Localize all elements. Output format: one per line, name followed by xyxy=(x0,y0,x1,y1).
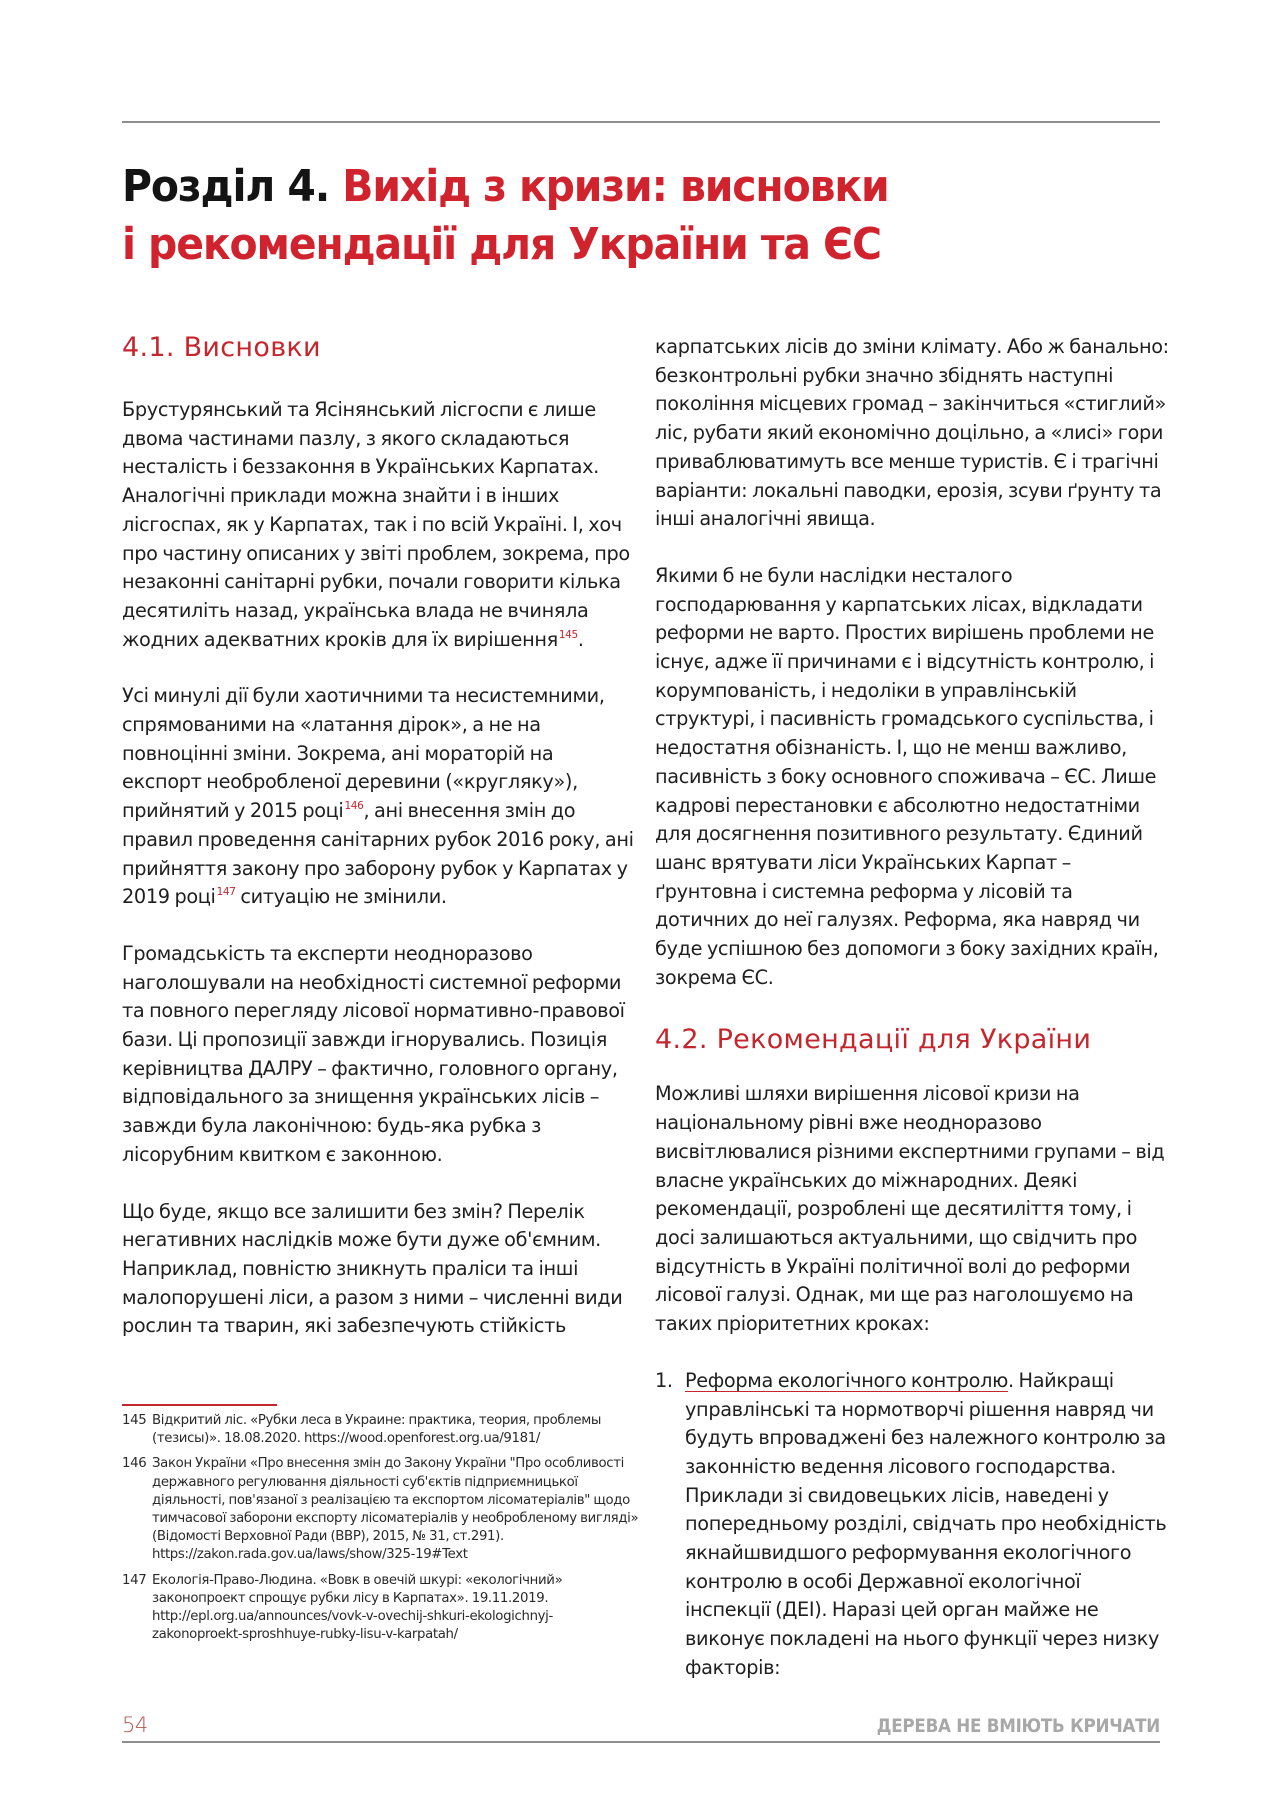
section-heading-recommendations: 4.2. Рекомендації для України xyxy=(655,1024,1092,1056)
paragraph-text: , ані внесення змін до правил проведення санітарних рубок 2016 року, ані прийняття закону про заборону рубок у Карпатах у 2019 році xyxy=(122,799,634,909)
footnote-text: Відкритий ліс. «Рубки леса в Украине: практика, теория, проблемы (тезисы)». 18.08.2020. https://wood.openforest.org.ua/9181/ xyxy=(152,1413,602,1447)
paragraph: Якими б не були наслідки несталого господарювання у карпатських лісах, відкладати реформи не варто. Простих вирішень проблеми не існує, адже її причинами є і відсутність контролю, і корумпованість, і недоліки в управлінській структурі, і пасивність громадського суспільства, і недостатня обізнаність. І, що не менш важливо, пасивність з боку основного споживача – ЄС. Лише кадрові перестановки є абсолютно недостатніми для досягнення позитивного результату. Єдиний шанс врятувати ліси Українських Карпат – ґрунтовна і системна реформа у лісовій та дотичних до неї галузях. Реформа, яка навряд чи буде успішною без допомоги з боку західних країн, зокрема ЄС. xyxy=(655,563,1159,989)
paragraph-text: Брустурянський та Ясінянський лісгоспи є лише двома частинами пазлу, з якого складаються несталість і беззаконня в Українських Карпатах. Аналогічні приклади можна знайти і в інших лісгоспах, як у Карпатах, так і по всій Україні. І, хоч про частину описаних у звіті проблем, зокрема, про незаконні санітарні рубки, почали говорити кілька десятиліть назад, українська влада не вчиняла жодних адекватних кроків для їх вирішення xyxy=(122,398,630,651)
footnote-text: Екологія-Право-Людина. «Вовк в овечій шкурі: «екологічний» законопроект спрощує рубки лісу в Карпатах». 19.11.2019. http://epl.org.ua/announces/vovk-v-ovechij-shkuri-ekologichnyj-zakonoproekt-sproshhuye-rubky-lisu-v-karpatah/ xyxy=(152,1572,563,1643)
chapter-prefix: Розділ 4. xyxy=(122,161,330,212)
paragraph-text: ситуацію не змінили. xyxy=(235,885,447,909)
paragraph xyxy=(122,396,637,654)
top-rule xyxy=(122,121,1160,123)
chapter-title xyxy=(122,158,1089,274)
chapter-title-line1: Вихід з кризи: висновки xyxy=(342,161,889,212)
footnote-147 xyxy=(122,1572,642,1645)
footnote-divider xyxy=(122,1404,277,1406)
chapter-title-line2: і рекомендації для України та ЄС xyxy=(122,219,881,270)
paragraph-intro: Можливі шляхи вирішення лісової кризи на національному рівні вже неодноразово висвітлювалися різними експертними групами – від власне українських до міжнародних. Деякі рекомендації, розроблені ще десятиліття тому, і досі залишаються актуальними, що свідчить про відсутність в Україні політичної волі до реформи лісової галузі. Однак, ми ще раз наголошуємо на таких пріоритетних кроках: xyxy=(655,1082,1165,1336)
page-footer xyxy=(122,1713,1160,1743)
footnote-ref-146[interactable]: 146 xyxy=(344,800,364,813)
list-item-body xyxy=(685,1367,1170,1683)
footnotes xyxy=(122,1412,642,1651)
footnote-145 xyxy=(122,1412,642,1448)
list-item xyxy=(655,1367,1170,1683)
bottom-rule xyxy=(122,1741,1160,1743)
footnote-ref-145[interactable]: 145 xyxy=(558,628,578,641)
running-title: ДЕРЕВА НЕ ВМІЮТЬ КРИЧАТИ xyxy=(876,1715,1160,1737)
recommendations-list xyxy=(655,1367,1170,1683)
paragraph-text: Усі минулі дії були хаотичними та несистемними, спрямованими на «латання дірок», а не на повноцінні зміни. Зокрема, ані мораторій на експорт необробленої деревини («кругляку»), прийнятий у 2015 році xyxy=(122,684,605,823)
list-number: 1. xyxy=(655,1368,673,1392)
footnote-146 xyxy=(122,1455,642,1564)
footnote-text: Закон України «Про внесення змін до Закону України "Про особливості державного регулювання діяльності суб'єктів підприємницької діяльності, пов'язаної з реалізацією та експортом лісоматеріалів" щодо тимчасової заборони експорту лісоматеріалів у необробленому вигляді» (Відомості Верховної Ради (ВВР), 2015, № 31, ст.291). https://zakon.rada.gov.ua/laws/show/325-19#Text xyxy=(152,1456,639,1563)
footnote-number: 146 xyxy=(122,1456,147,1472)
paragraph-tail: . xyxy=(577,627,584,651)
list-item-text: . Найкращі управлінські та нормотворчі рішення навряд чи будуть впроваджені без належного контролю за законністю ведення лісового господарства. Приклади зі свидовецьких лісів, наведені у попередньому розділі, свідчать про необхідність якнайшвидшого реформування екологічного контролю в особі Державної екологічної інспекції (ДЕІ). Наразі цей орган майже не виконує покладені на нього функції через низку факторів: xyxy=(685,1368,1167,1679)
paragraph: карпатських лісів до зміни клімату. Або ж банально: безконтрольні рубки значно збіднять наступні покоління місцевих громад – закінчиться «стиглий» ліс, рубати який економічно доцільно, а «лисі» гори приваблюватимуть все менше туристів. Є і трагічні варіанти: локальні паводки, ерозія, зсуви ґрунту та інші аналогічні явища. xyxy=(655,335,1169,531)
left-column xyxy=(122,330,637,1341)
paragraph: Громадськість та експерти неодноразово наголошували на необхідності системної реформи та повного перегляду лісової нормативно-правової бази. Ці пропозиції завжди ігнорувались. Позиція керівництва ДАЛРУ – фактично, головного органу, відповідального за знищення українських лісів – завжди була лаконічною: будь-яка рубка з лісорубним квитком є законною. xyxy=(122,941,625,1166)
list-item-title: Реформа екологічного контролю xyxy=(685,1368,1008,1392)
paragraph: Що буде, якщо все залишити без змін? Перелік негативних наслідків може бути дуже об'ємним. Наприклад, повністю зникнуть праліси та інші малопорушені ліси, а разом з ними – численні види рослин та тварин, які забезпечують стійкість xyxy=(122,1199,623,1338)
paragraph xyxy=(122,682,637,912)
footnote-number: 145 xyxy=(122,1413,147,1428)
footnote-number: 147 xyxy=(122,1572,147,1588)
page-number: 54 xyxy=(122,1713,148,1737)
section-heading-conclusions: 4.1. Висновки xyxy=(122,332,321,363)
footnote-ref-147[interactable]: 147 xyxy=(216,886,236,899)
right-column xyxy=(655,333,1170,1683)
